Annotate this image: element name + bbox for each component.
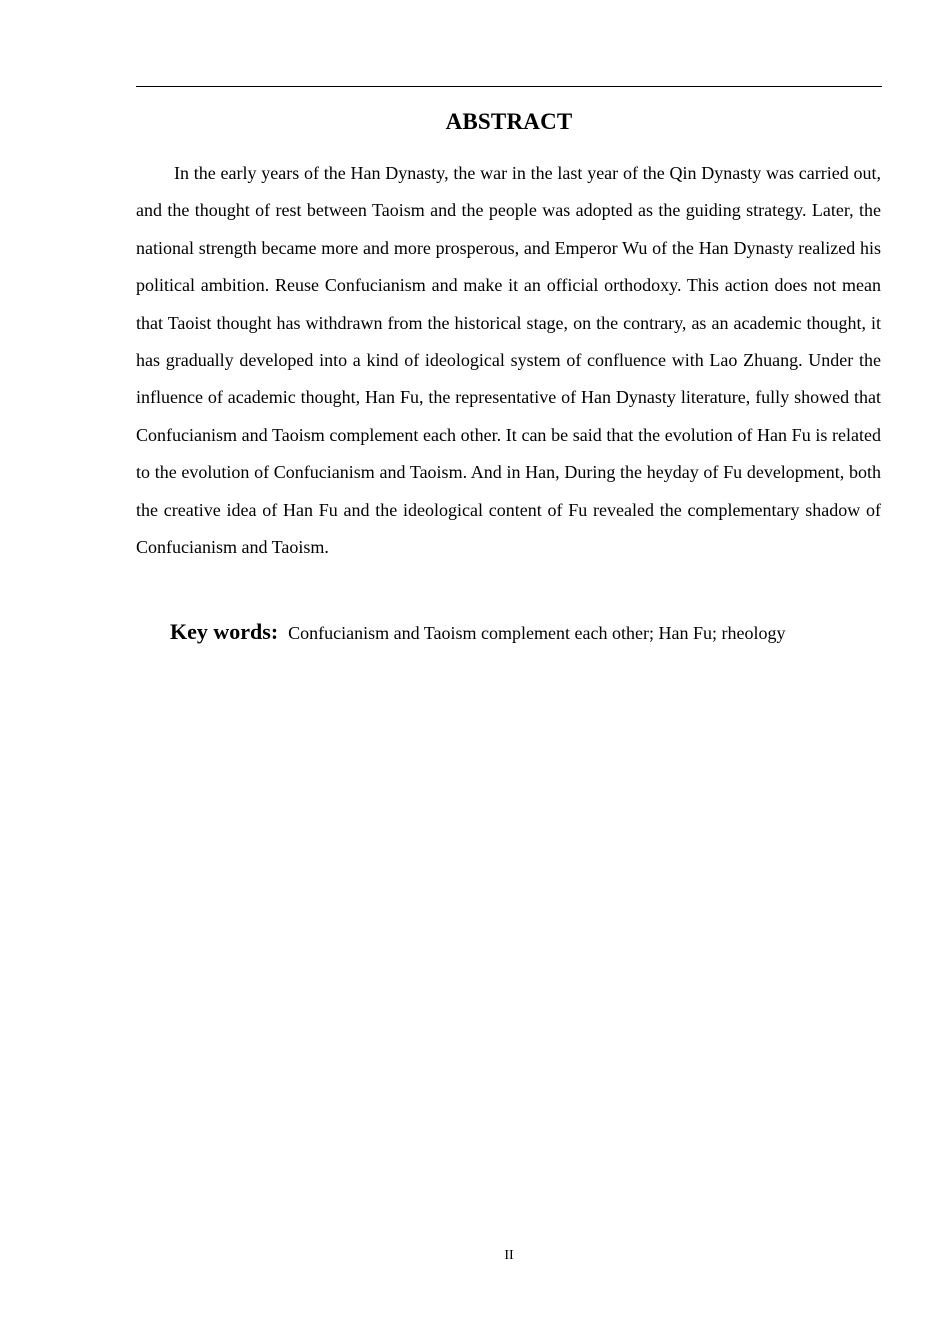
abstract-title: ABSTRACT xyxy=(445,109,573,134)
header-rule xyxy=(136,86,882,87)
page-number: II xyxy=(504,1248,514,1263)
keywords-text: Confucianism and Taoism complement each other; Han Fu; rheology xyxy=(288,623,786,643)
abstract-body: In the early years of the Han Dynasty, the war in the last year of the Qin Dynasty was carried out, and the thought of rest between Taoism and the people was adopted as the guiding strategy. Later, the national strength became more and more prosperous, and Emperor Wu of the Han Dynasty realized his political ambition. Reuse Confucianism and make it an official orthodoxy. This action does not mean that Taoist thought has withdrawn from the historical stage, on the contrary, as an academic thought, it has gradually developed into a kind of ideological system of confluence with Lao Zhuang. Under the influence of academic thought, Han Fu, the representative of Han Dynasty literature, fully showed that Confucianism and Taoism complement each other. It can be said that the evolution of Han Fu is related to the evolution of Confucianism and Taoism. And in Han, During the heyday of Fu development, both the creative idea of Han Fu and the ideological content of Fu revealed the complementary shadow of Confucianism and Taoism. xyxy=(136,163,881,558)
keywords-label: Key words: xyxy=(170,619,279,644)
keywords-line xyxy=(170,617,882,648)
